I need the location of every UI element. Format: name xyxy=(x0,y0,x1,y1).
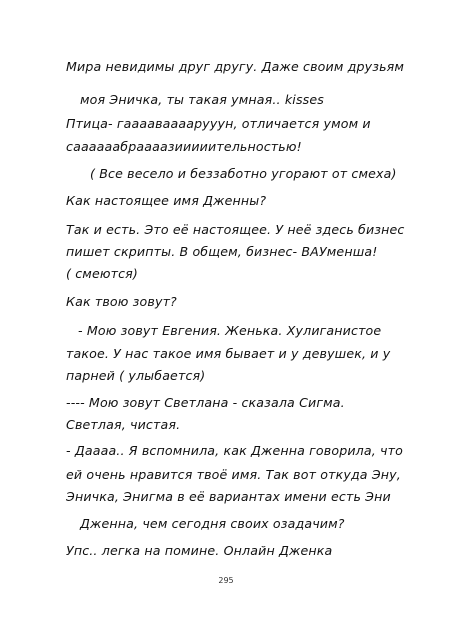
text-line: пишет скрипты. В общем, бизнес- ВАУменша! xyxy=(66,244,378,259)
text-line: ---- Мою зовут Светлана - сказала Сигма. xyxy=(66,395,345,410)
text-line: парней ( улыбается) xyxy=(66,368,206,383)
text-line: Как твою зовут? xyxy=(66,294,177,309)
text-line: Как настоящее имя Дженны? xyxy=(66,193,267,208)
text-line: Светлая, чистая. xyxy=(66,417,181,432)
page-number: 295 xyxy=(218,576,234,585)
text-line: ( смеются) xyxy=(66,266,138,281)
text-line: Так и есть. Это её настоящее. У неё здесь бизнес xyxy=(66,222,405,237)
text-line: саааааабраааазииииительностью! xyxy=(66,139,302,154)
text-line: ( Все весело и беззаботно угорают от смеха) xyxy=(90,166,397,181)
text-line: такое. У нас такое имя бывает и у девушек, и у xyxy=(66,346,391,361)
text-line: моя Эничка, ты такая умная.. kisses xyxy=(80,92,324,107)
text-line: Птица- гааааваааарууун, отличается умом и xyxy=(66,116,371,131)
text-line: ей очень нравится твоё имя. Так вот откуда Эну, xyxy=(66,467,401,482)
text-line: Дженна, чем сегодня своих озадачим? xyxy=(80,516,345,531)
text-line: - Даааа.. Я вспомнила, как Дженна говорила, что xyxy=(66,443,403,458)
text-line: Эничка, Энигма в её вариантах имени есть Эни xyxy=(66,489,391,504)
text-line: Упс.. легка на помине. Онлайн Дженка xyxy=(66,543,333,558)
text-line: Мира невидимы друг другу. Даже своим друзьям xyxy=(66,59,405,74)
text-line: - Мою зовут Евгения. Женька. Хулиганистое xyxy=(78,323,382,338)
